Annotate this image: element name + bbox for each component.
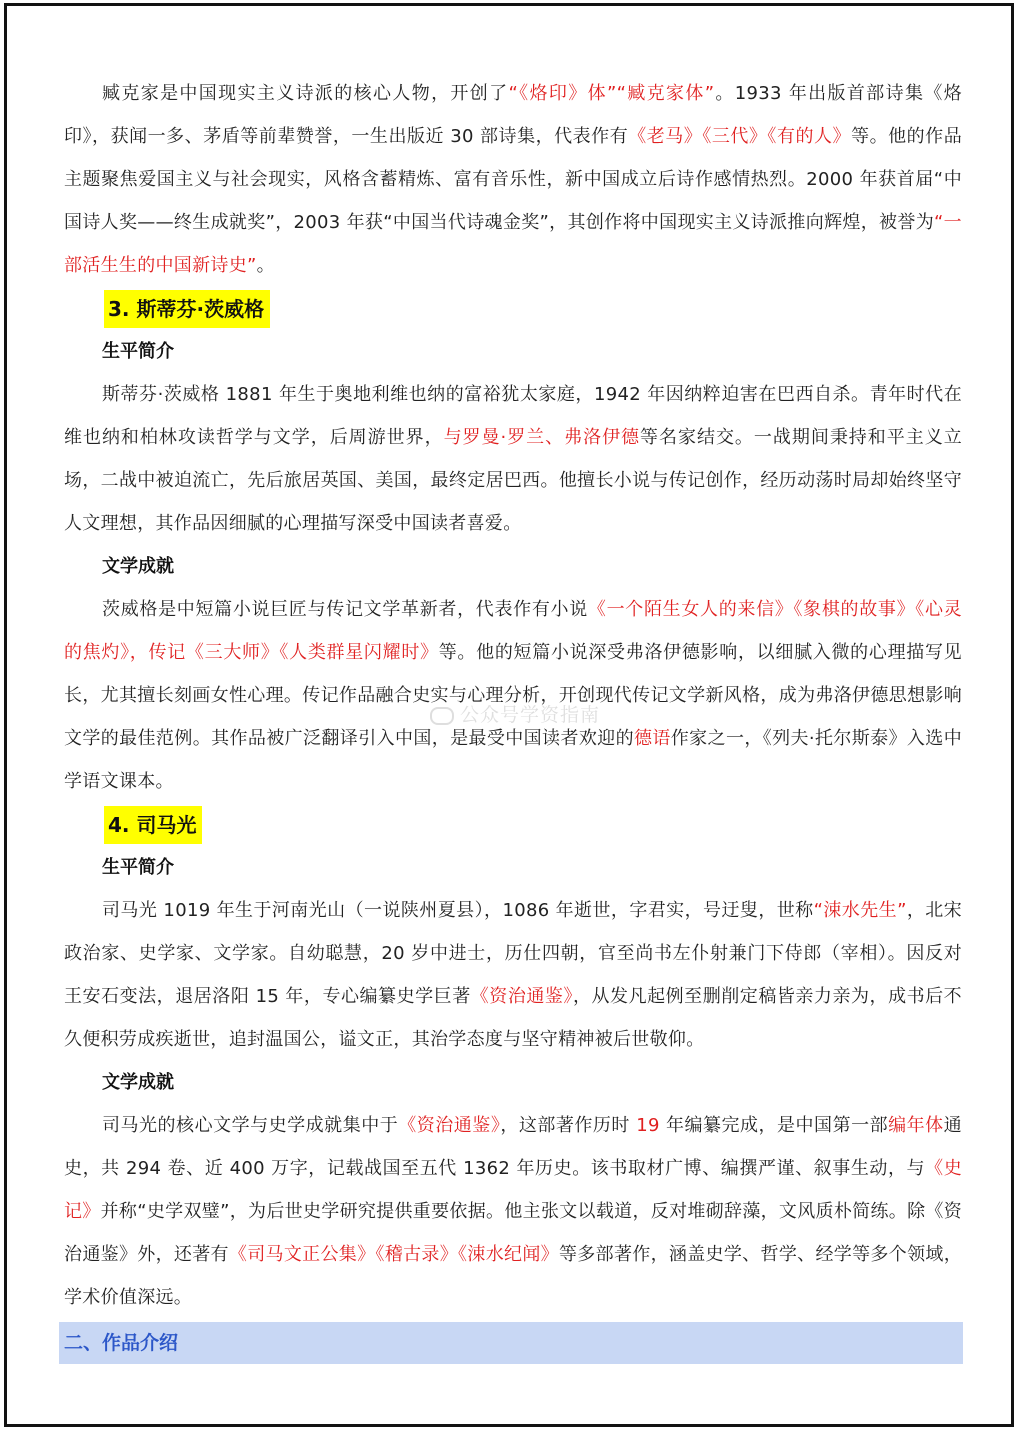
text-run: ，北宋政治家、史学家、文学家。自幼聪慧，20 岁中进士，历仕四朝，官至尚书左仆射兼门下侍郎（宰相）。因反对王安石变法，退居洛阳 15 年，专心编纂史学巨著: [64, 900, 962, 1007]
zweig-achievements-paragraph: [64, 588, 962, 803]
section-heading-zweig: [64, 287, 962, 330]
section-heading-sima-guang: [64, 803, 962, 846]
text-run: 斯蒂芬·茨威格 1881 年生于奥地利维也纳的富裕犹太家庭，1942 年因纳粹迫害在巴西自杀。青年时代在维也纳和柏林攻读哲学与文学，后周游世界，: [64, 384, 962, 448]
text-run: 年编纂完成，是中国第一部: [659, 1115, 889, 1136]
text-run: ，从发凡起例至删削定稿皆亲力亲为，成书后不久便积劳成疾逝世，追封温国公，谥文正，其治学态度与坚守精神被后世敬仰。: [64, 986, 962, 1050]
watermark: [430, 700, 600, 727]
text-run: 。1933 年出版首部诗集《烙印》，获闻一多、茅盾等前辈赞誉，一生出版近 30 部诗集，代表作有: [64, 83, 962, 147]
subheading-biography: 生平简介: [102, 341, 174, 362]
highlighted-text: 《一个陌生女人的来信》《象棋的故事》《心灵的焦灼》，传记《三大师》《人类群星闪耀时》: [64, 599, 962, 663]
document-body: [64, 72, 962, 1319]
text-run: 司马光 1019 年生于河南光山（一说陕州夏县），1086 年逝世，字君实，号迂叟，世称: [102, 900, 814, 921]
subheading-biography: 生平简介: [102, 857, 174, 878]
text-run: 等多部著作，涵盖史学、哲学、经学等多个领域，学术价值深远。: [64, 1244, 963, 1308]
highlighted-text: 《老马》《三代》《有的人》: [628, 126, 852, 147]
highlighted-text: 德语: [634, 728, 671, 749]
text-run: 司马光的核心文学与史学成就集中于: [102, 1115, 399, 1136]
highlighted-text: 《资治通鉴》: [470, 986, 573, 1007]
sima-guang-biography-paragraph: [64, 889, 962, 1061]
text-run: ，这部著作历时: [500, 1115, 637, 1136]
text-run: 等。他的短篇小说深受弗洛伊德影响，以细腻入微的心理描写见长，尤其擅长刻画女性心理。传记作品融合史实与心理分析，开创现代传记文学新风格，成为弗洛伊德思想影响文学的最佳范例。其作品被广泛翻译引入中国，是最受中国读者欢迎的: [64, 642, 962, 749]
text-run: 。: [256, 255, 275, 276]
highlighted-text: 《资治通鉴》: [398, 1115, 501, 1136]
zangkejia-paragraph: [64, 72, 962, 287]
text-run: 作家之一，《列夫·托尔斯泰》入选中学语文课本。: [64, 728, 962, 792]
part-heading-text: 二、作品介绍: [64, 1332, 179, 1354]
highlighted-text: 与罗曼·罗兰、弗洛伊德: [443, 427, 641, 448]
wechat-icon: [430, 707, 454, 725]
highlighted-text: 《史记》: [64, 1158, 962, 1222]
highlighted-text: 编年体: [888, 1115, 944, 1136]
subheading-achievements: 文学成就: [102, 1072, 174, 1093]
text-run: 茨威格是中短篇小说巨匠与传记文学革新者，代表作有小说: [102, 599, 588, 620]
highlighted-text: 《司马文正公集》《稽古录》《涑水纪闻》: [228, 1244, 559, 1265]
highlighted-text: “《烙印》体”“臧克家体”: [508, 83, 715, 104]
zweig-biography-paragraph: [64, 373, 962, 545]
watermark-text: 公众号学资指南: [460, 704, 601, 726]
subheading-achievements: 文学成就: [102, 556, 174, 577]
text-run: 等名家结交。一战期间秉持和平主义立场，二战中被迫流亡，先后旅居英国、美国，最终定居巴西。他擅长小说与传记创作，经历动荡时局却始终坚守人文理想，其作品因细腻的心理描写深受中国读者喜爱。: [64, 427, 962, 534]
text-run: 并称“史学双璧”，为后世史学研究提供重要依据。他主张文以载道，反对堆砌辞藻，文风质朴简练。除《资治通鉴》外，还著有: [64, 1201, 962, 1265]
text-run: 等。他的作品主题聚焦爱国主义与社会现实，风格含蓄精炼、富有音乐性，新中国成立后诗作感情热烈。2000 年获首届“中国诗人奖——终生成就奖”，2003 年获“中国当代诗魂金奖”，其创作将中国现实主义诗派推向辉煌，被誉为: [64, 126, 962, 233]
sima-guang-achievements-paragraph: [64, 1104, 962, 1319]
section-heading-text: 4. 司马光: [104, 806, 202, 844]
highlighted-text: “一部活生生的中国新诗史”: [64, 212, 962, 276]
text-run: 通史，共 294 卷、近 400 万字，记载战国至五代 1362 年历史。该书取材广博、编撰严谨、叙事生动，与: [64, 1115, 962, 1179]
highlighted-text: “涑水先生”: [813, 900, 907, 921]
text-run: 臧克家是中国现实主义诗派的核心人物，开创了: [102, 83, 509, 104]
section-heading-text: 3. 斯蒂芬·茨威格: [104, 290, 270, 328]
highlighted-text: 19: [636, 1115, 660, 1136]
part-heading-works: [59, 1322, 963, 1364]
